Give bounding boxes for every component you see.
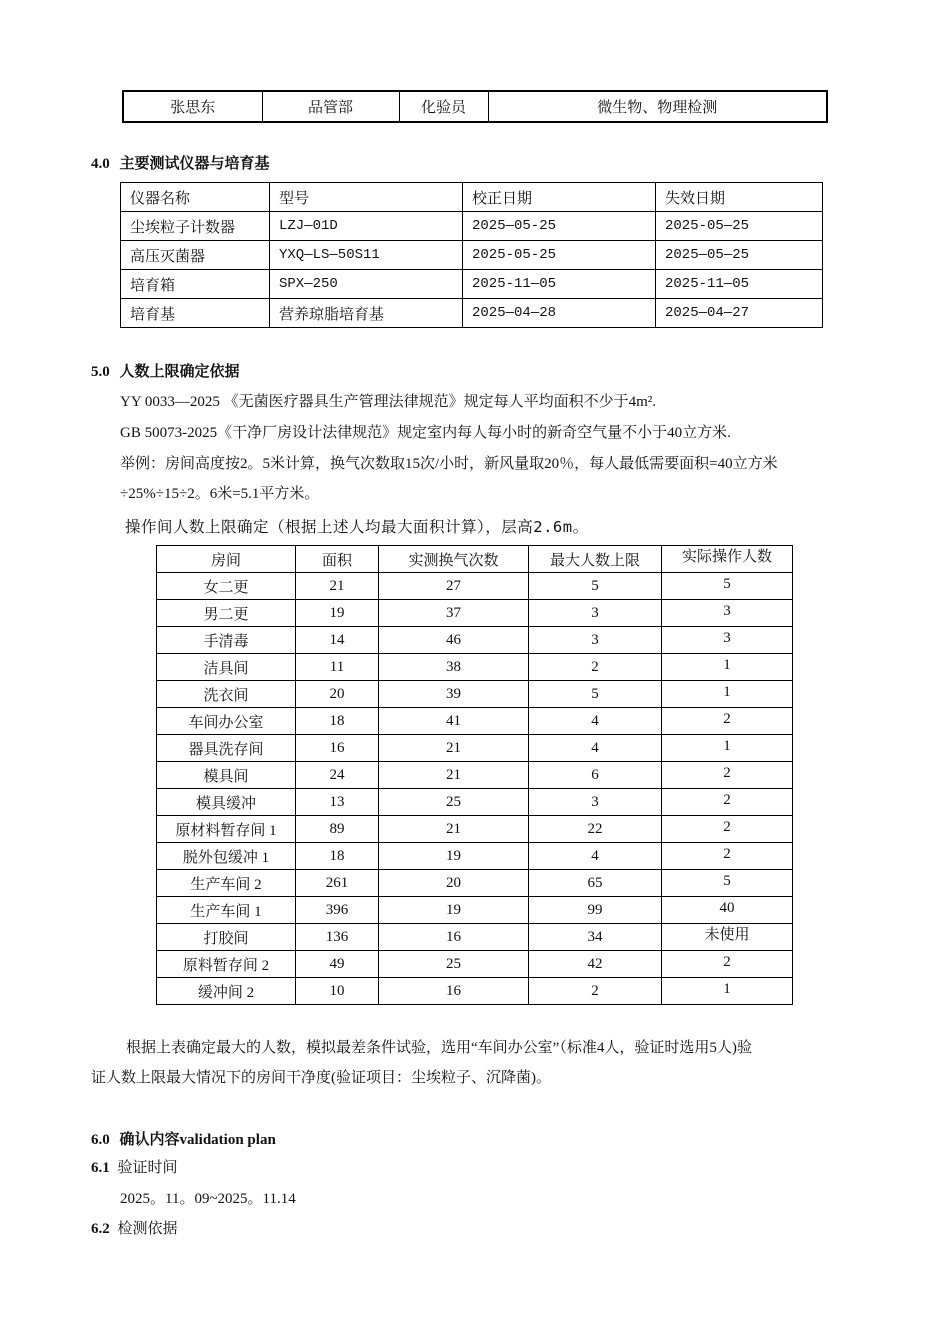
air-changes: 46 [379, 627, 529, 654]
subsection-title: 检测依据 [117, 1221, 178, 1237]
calibration-date: 2025-05-25 [463, 241, 656, 270]
column-header: 型号 [270, 183, 463, 212]
standard-line-1: YY 0033—2025 《无菌医疗器具生产管理法律规范》规定每人平均面积不少于4m². [120, 394, 657, 410]
table-row [157, 708, 793, 735]
example-line-2: ÷25%÷15÷2。6米=5.1平方米。 [120, 486, 320, 502]
section-number: 5.0 [91, 364, 110, 380]
room-area: 14 [296, 627, 379, 654]
max-people: 42 [529, 951, 662, 978]
room-name: 脱外包缓冲 1 [157, 843, 296, 870]
actual-people: 2 [662, 951, 793, 978]
subsection-number: 6.1 [91, 1160, 110, 1176]
room-name: 打胶间 [157, 924, 296, 951]
section-number: 6.0 [91, 1132, 110, 1148]
table-row [121, 241, 823, 270]
air-changes: 16 [379, 924, 529, 951]
room-name: 器具洗存间 [157, 735, 296, 762]
air-changes: 25 [379, 789, 529, 816]
actual-people: 1 [662, 978, 793, 1005]
section-number: 4.0 [91, 156, 110, 172]
max-people: 4 [529, 708, 662, 735]
subsection-6-2 [91, 1219, 178, 1239]
room-name: 模具间 [157, 762, 296, 789]
room-name: 原材料暂存间 1 [157, 816, 296, 843]
actual-people: 2 [662, 708, 793, 735]
table-header-row [157, 546, 793, 573]
table-row [157, 654, 793, 681]
table-row [157, 843, 793, 870]
staff-department: 品管部 [262, 91, 399, 122]
max-people: 3 [529, 627, 662, 654]
subsection-title: 验证时间 [117, 1160, 178, 1176]
table-header-row [121, 183, 823, 212]
table-row [157, 735, 793, 762]
room-area: 24 [296, 762, 379, 789]
air-changes: 21 [379, 735, 529, 762]
room-name: 女二更 [157, 573, 296, 600]
air-changes: 37 [379, 600, 529, 627]
max-people: 65 [529, 870, 662, 897]
air-changes: 19 [379, 897, 529, 924]
table-row [121, 270, 823, 299]
air-changes: 41 [379, 708, 529, 735]
column-header: 校正日期 [463, 183, 656, 212]
calibration-date: 2025-11—05 [463, 270, 656, 299]
instrument-name: 培育箱 [121, 270, 270, 299]
max-people: 3 [529, 789, 662, 816]
air-changes: 19 [379, 843, 529, 870]
instrument-model: LZJ—01D [270, 212, 463, 241]
room-area: 16 [296, 735, 379, 762]
table-row [157, 600, 793, 627]
max-people: 2 [529, 978, 662, 1005]
air-changes: 21 [379, 816, 529, 843]
room-area: 19 [296, 600, 379, 627]
room-name: 洁具间 [157, 654, 296, 681]
actual-people: 3 [662, 627, 793, 654]
air-changes: 25 [379, 951, 529, 978]
actual-people: 1 [662, 735, 793, 762]
air-changes: 20 [379, 870, 529, 897]
staff-duty: 微生物、物理检测 [488, 91, 827, 122]
table-row [157, 897, 793, 924]
air-changes: 27 [379, 573, 529, 600]
actual-people: 1 [662, 681, 793, 708]
room-name: 生产车间 1 [157, 897, 296, 924]
expiry-date: 2025—04—27 [656, 299, 823, 328]
room-area: 89 [296, 816, 379, 843]
room-name: 生产车间 2 [157, 870, 296, 897]
room-name: 原料暂存间 2 [157, 951, 296, 978]
instrument-table [120, 182, 823, 328]
max-people: 4 [529, 843, 662, 870]
column-header: 最大人数上限 [529, 546, 662, 573]
max-people: 99 [529, 897, 662, 924]
column-header: 房间 [157, 546, 296, 573]
actual-people: 未使用 [662, 924, 793, 951]
instrument-model: SPX—250 [270, 270, 463, 299]
subsection-6-1 [91, 1158, 178, 1178]
actual-people: 2 [662, 816, 793, 843]
actual-people: 1 [662, 654, 793, 681]
room-name: 模具缓冲 [157, 789, 296, 816]
section-title: 人数上限确定依据 [119, 364, 240, 380]
calibration-date: 2025—05-25 [463, 212, 656, 241]
table-row [157, 762, 793, 789]
instrument-name: 培育基 [121, 299, 270, 328]
max-people: 5 [529, 573, 662, 600]
calibration-date: 2025—04—28 [463, 299, 656, 328]
actual-people: 2 [662, 843, 793, 870]
room-capacity-table [156, 545, 793, 1005]
section-6-heading [91, 1128, 276, 1149]
column-header: 实际操作人数 [662, 546, 793, 573]
air-changes: 38 [379, 654, 529, 681]
staff-position: 化验员 [399, 91, 488, 122]
table-row [157, 816, 793, 843]
room-name: 手清毒 [157, 627, 296, 654]
staff-name: 张思东 [123, 91, 262, 122]
air-changes: 39 [379, 681, 529, 708]
max-people: 3 [529, 600, 662, 627]
actual-people: 2 [662, 762, 793, 789]
table-row [157, 924, 793, 951]
room-area: 261 [296, 870, 379, 897]
room-area: 18 [296, 708, 379, 735]
section-5-heading [91, 360, 240, 381]
column-header: 仪器名称 [121, 183, 270, 212]
instrument-model: 营养琼脂培育基 [270, 299, 463, 328]
expiry-date: 2025-05—25 [656, 212, 823, 241]
room-area: 18 [296, 843, 379, 870]
room-area: 136 [296, 924, 379, 951]
room-area: 396 [296, 897, 379, 924]
room-name: 男二更 [157, 600, 296, 627]
staff-table [122, 90, 828, 123]
instrument-name: 尘埃粒子计数器 [121, 212, 270, 241]
air-changes: 16 [379, 978, 529, 1005]
room-area: 13 [296, 789, 379, 816]
max-people: 2 [529, 654, 662, 681]
table-row [157, 681, 793, 708]
actual-people: 2 [662, 789, 793, 816]
section-4-heading [91, 152, 270, 173]
room-area: 49 [296, 951, 379, 978]
instrument-name: 高压灭菌器 [121, 241, 270, 270]
max-people: 5 [529, 681, 662, 708]
actual-people: 5 [662, 870, 793, 897]
section-title: 确认内容validation plan [119, 1132, 276, 1148]
max-people: 22 [529, 816, 662, 843]
instrument-model: YXQ—LS—50S11 [270, 241, 463, 270]
conclusion-line-2: 证人数上限最大情况下的房间干净度(验证项目：尘埃粒子、沉降菌)。 [91, 1070, 551, 1086]
table-row [157, 951, 793, 978]
room-name: 缓冲间 2 [157, 978, 296, 1005]
actual-people: 3 [662, 600, 793, 627]
max-people: 34 [529, 924, 662, 951]
room-area: 21 [296, 573, 379, 600]
actual-people: 5 [662, 573, 793, 600]
actual-people: 40 [662, 897, 793, 924]
table-row [157, 978, 793, 1005]
max-people: 6 [529, 762, 662, 789]
conclusion-line-1: 根据上表确定最大的人数，模拟最差条件试验，选用“车间办公室”（标准4人，验证时选用5人)验 [126, 1040, 752, 1056]
room-name: 车间办公室 [157, 708, 296, 735]
table-row [157, 627, 793, 654]
room-table-caption: 操作间人数上限确定（根据上述人均最大面积计算），层高2.6m。 [125, 518, 589, 536]
table-row [123, 91, 827, 122]
table-row [157, 573, 793, 600]
max-people: 4 [529, 735, 662, 762]
table-row [157, 789, 793, 816]
expiry-date: 2025-11—05 [656, 270, 823, 299]
section-title: 主要测试仪器与培育基 [119, 156, 270, 172]
air-changes: 21 [379, 762, 529, 789]
subsection-number: 6.2 [91, 1221, 110, 1237]
expiry-date: 2025—05—25 [656, 241, 823, 270]
validation-date-range: 2025。11。09~2025。11.14 [120, 1191, 296, 1207]
room-area: 10 [296, 978, 379, 1005]
column-header: 失效日期 [656, 183, 823, 212]
example-line-1: 举例：房间高度按2。5米计算，换气次数取15次/小时，新风量取20％，每人最低需要面积=40立方米 [120, 456, 778, 472]
standard-line-2: GB 50073-2025《干净厂房设计法律规范》规定室内每人每小时的新奇空气量不小于40立方米. [120, 425, 731, 441]
room-area: 20 [296, 681, 379, 708]
table-row [121, 299, 823, 328]
table-row [157, 870, 793, 897]
table-row [121, 212, 823, 241]
room-name: 洗衣间 [157, 681, 296, 708]
room-area: 11 [296, 654, 379, 681]
column-header: 实测换气次数 [379, 546, 529, 573]
column-header: 面积 [296, 546, 379, 573]
